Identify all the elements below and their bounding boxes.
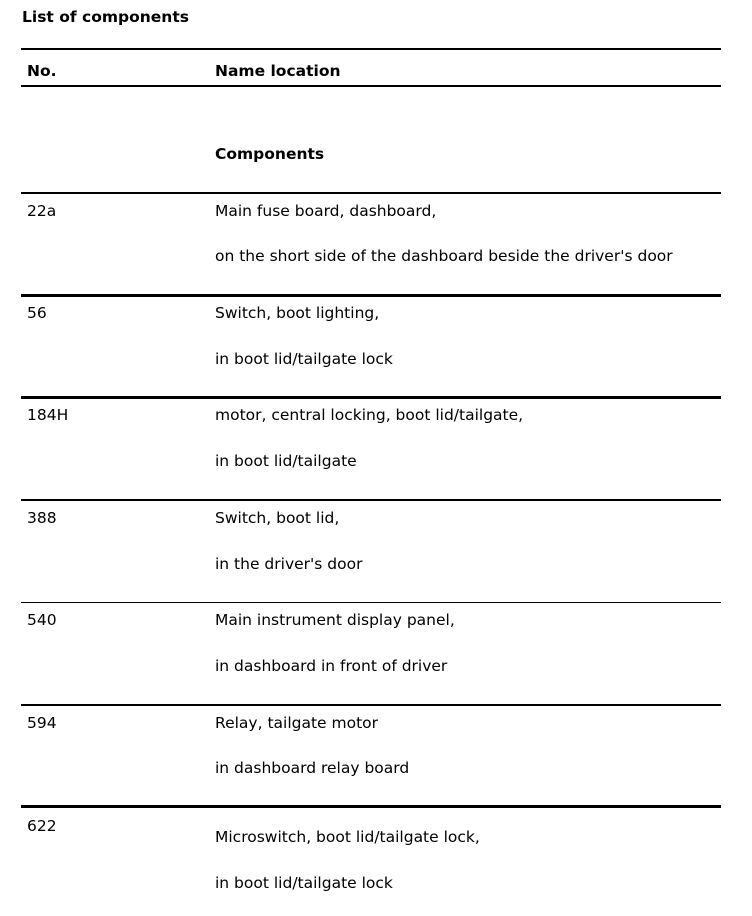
component-number: 540 <box>27 611 57 629</box>
component-location: in the driver's door <box>215 555 363 573</box>
component-name: Switch, boot lid, <box>215 509 340 527</box>
component-name: Relay, tailgate motor <box>215 714 379 732</box>
component-location: on the short side of the dashboard beside the driver's door <box>215 247 673 265</box>
header-top-rule <box>21 48 721 50</box>
page-title: List of components <box>22 8 189 26</box>
component-number: 594 <box>27 714 57 732</box>
row-divider <box>21 192 721 194</box>
row-divider <box>21 805 721 808</box>
component-name: Main fuse board, dashboard, <box>215 202 437 220</box>
row-divider <box>21 396 721 399</box>
component-location: in boot lid/tailgate lock <box>215 874 393 892</box>
component-name: Microswitch, boot lid/tailgate lock, <box>215 828 480 846</box>
row-divider <box>21 294 721 297</box>
row-divider <box>21 602 721 603</box>
component-number: 22a <box>27 202 57 220</box>
row-divider <box>21 499 721 501</box>
component-number: 388 <box>27 509 57 527</box>
component-number: 56 <box>27 304 47 322</box>
header-name-location: Name location <box>215 62 341 80</box>
component-number: 622 <box>27 817 57 835</box>
component-name: motor, central locking, boot lid/tailgate, <box>215 406 524 424</box>
component-name: Main instrument display panel, <box>215 611 455 629</box>
component-location: in dashboard in front of driver <box>215 657 448 675</box>
component-location: in boot lid/tailgate lock <box>215 350 393 368</box>
section-label: Components <box>215 145 325 163</box>
component-number: 184H <box>27 406 69 424</box>
component-location: in dashboard relay board <box>215 759 410 777</box>
header-no: No. <box>27 62 57 80</box>
component-name: Switch, boot lighting, <box>215 304 380 322</box>
component-location: in boot lid/tailgate <box>215 452 357 470</box>
row-divider <box>21 704 721 706</box>
header-bottom-rule <box>21 85 721 87</box>
